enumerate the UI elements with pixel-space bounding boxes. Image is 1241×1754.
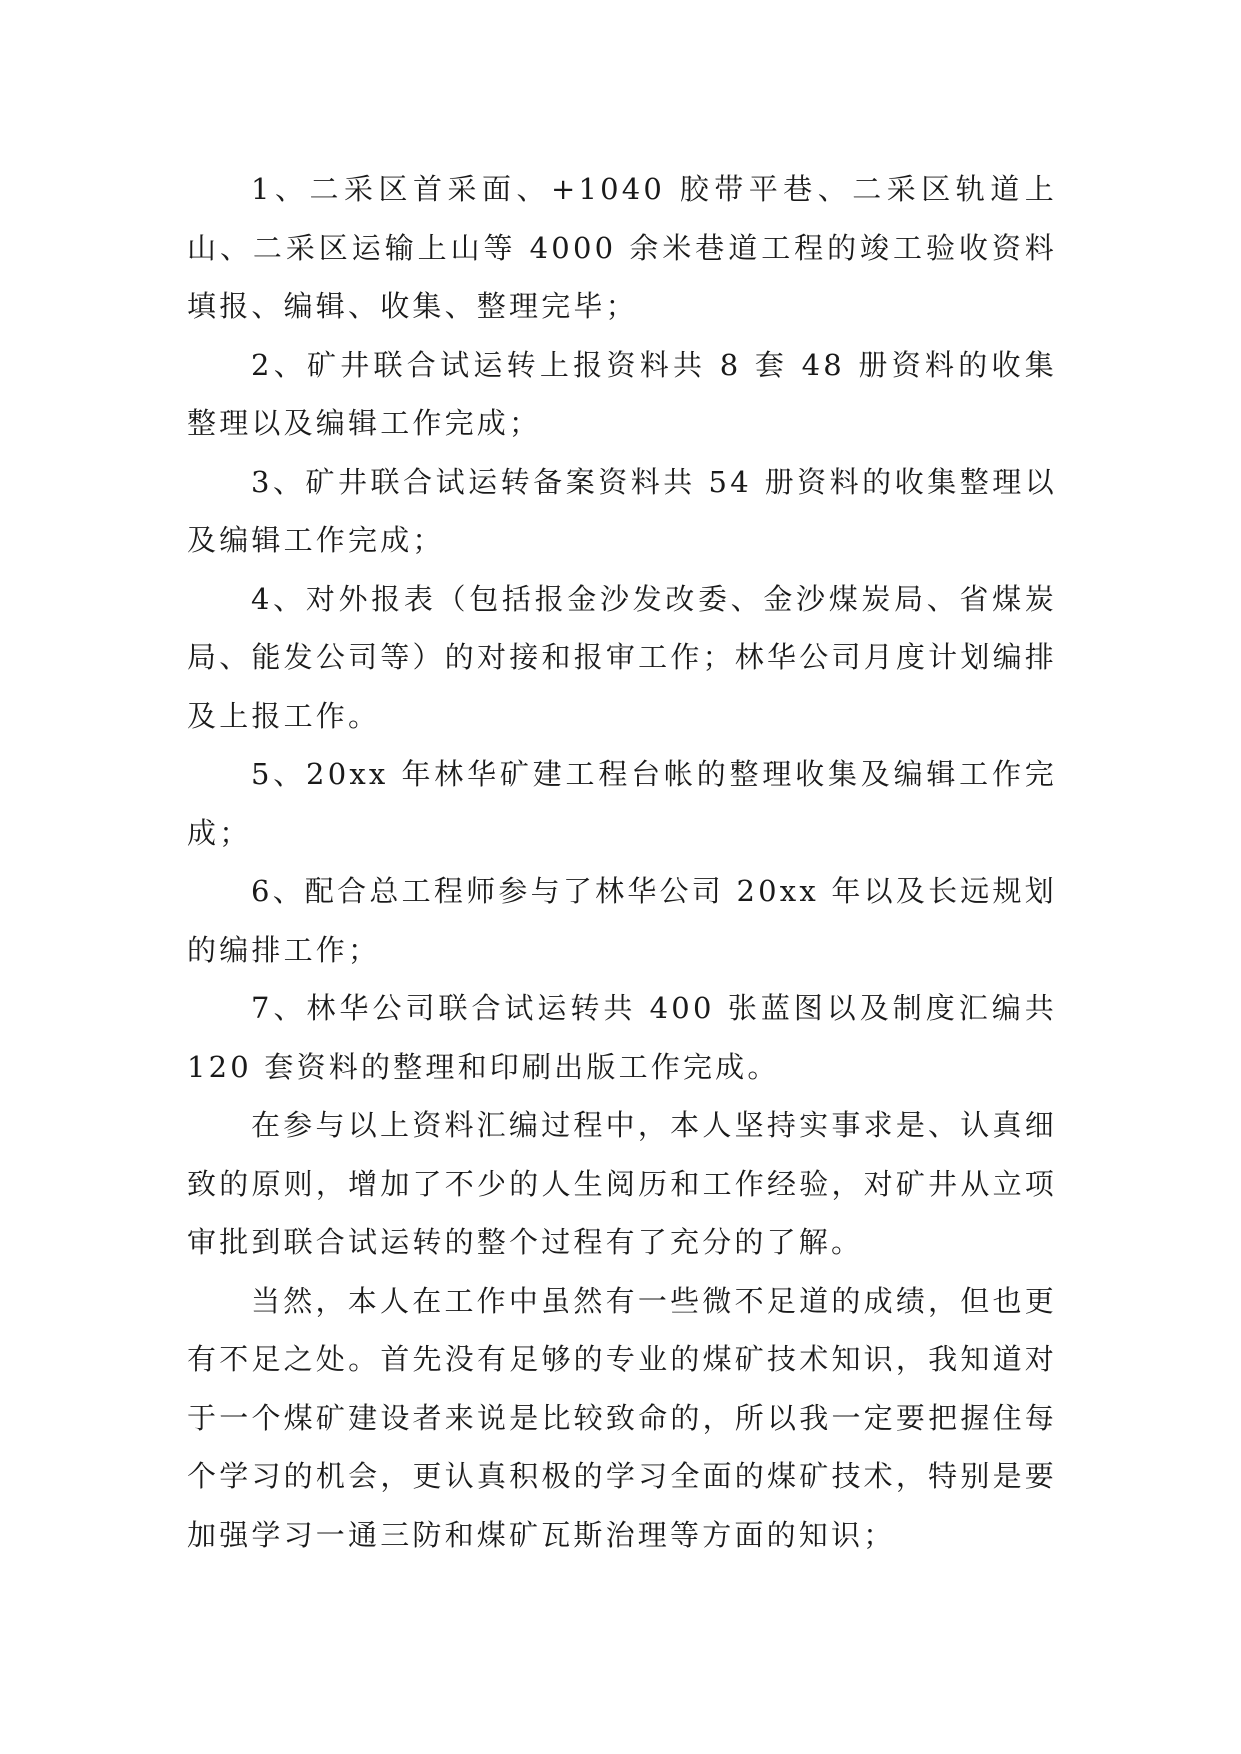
paragraph-item-2: 2、矿井联合试运转上报资料共 8 套 48 册资料的收集整理以及编辑工作完成；	[187, 347, 1057, 440]
paragraph-item-6: 6、配合总工程师参与了林华公司 20xx 年以及长远规划的编排工作；	[187, 874, 1057, 967]
paragraph-item-4: 4、对外报表（包括报金沙发改委、金沙煤炭局、省煤炭局、能发公司等）的对接和报审工作；林华公司月度计划编排及上报工作。	[187, 581, 1057, 733]
document-body	[187, 160, 1057, 1564]
paragraph-item-1: 1、二采区首采面、+1040 胶带平巷、二采区轨道上山、二采区运输上山等 4000 余米巷道工程的竣工验收资料填报、编辑、收集、整理完毕；	[187, 172, 1057, 323]
paragraph-item-5: 5、20xx 年林华矿建工程台帐的整理收集及编辑工作完成；	[187, 757, 1057, 850]
paragraph-shortcomings: 当然，本人在工作中虽然有一些微不足道的成绩，但也更有不足之处。首先没有足够的专业的煤矿技术知识，我知道对于一个煤矿建设者来说是比较致命的，所以我一定要把握住每个学习的机会，更认真积极的学习全面的煤矿技术，特别是要加强学习一通三防和煤矿瓦斯治理等方面的知识；	[187, 1283, 1057, 1552]
paragraph-summary: 在参与以上资料汇编过程中，本人坚持实事求是、认真细致的原则，增加了不少的人生阅历和工作经验，对矿井从立项审批到联合试运转的整个过程有了充分的了解。	[187, 1108, 1057, 1259]
paragraph-item-3: 3、矿井联合试运转备案资料共 54 册资料的收集整理以及编辑工作完成；	[187, 464, 1057, 557]
paragraph-item-7: 7、林华公司联合试运转共 400 张蓝图以及制度汇编共 120 套资料的整理和印刷出版工作完成。	[187, 991, 1057, 1084]
